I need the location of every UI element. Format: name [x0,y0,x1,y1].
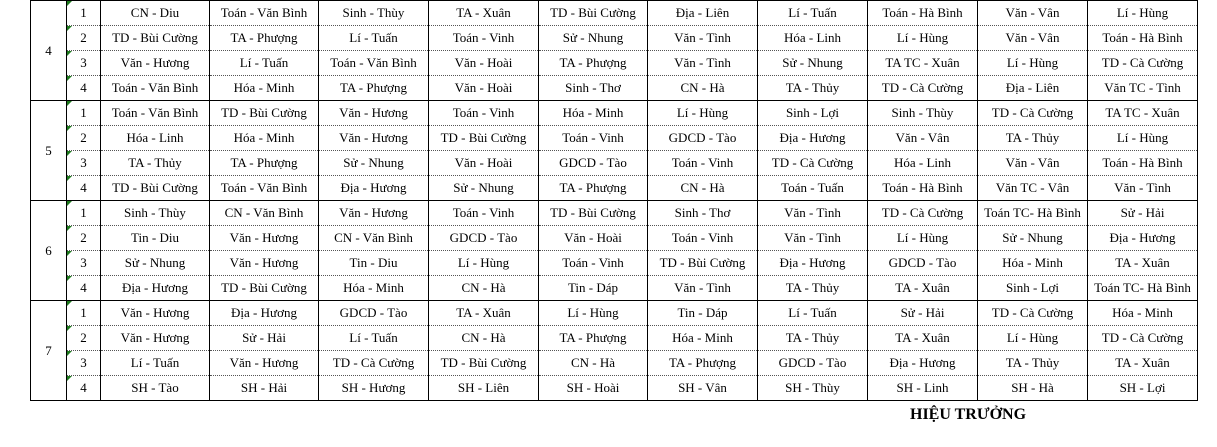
lesson-cell[interactable]: Sinh - Thơ [539,76,648,101]
lesson-cell[interactable]: Toán - Vinh [429,101,539,126]
lesson-cell[interactable]: Toán - Văn Bình [319,51,429,76]
lesson-cell[interactable]: Sử - Nhung [101,251,210,276]
lesson-cell[interactable]: CN - Hà [648,76,758,101]
lesson-cell[interactable]: CN - Diu [101,1,210,26]
lesson-cell[interactable]: TA - Xuân [1088,251,1198,276]
lesson-cell[interactable]: Văn - Vân [978,1,1088,26]
lesson-cell[interactable]: TA - Xuân [1088,351,1198,376]
lesson-cell[interactable]: Lí - Tuấn [758,301,868,326]
lesson-cell[interactable]: Địa - Liên [978,76,1088,101]
lesson-cell[interactable]: Văn - Tình [648,276,758,301]
lesson-cell[interactable]: Hóa - Minh [648,326,758,351]
period-cell[interactable]: 1 [67,301,101,326]
lesson-cell[interactable]: TA - Thủy [978,351,1088,376]
lesson-cell[interactable]: TD - Bùi Cường [539,1,648,26]
lesson-cell[interactable]: SH - Hải [210,376,319,401]
lesson-cell[interactable]: TA - Phượng [648,351,758,376]
lesson-cell[interactable]: Văn - Hương [101,51,210,76]
timetable-row [31,26,1198,51]
lesson-cell[interactable]: CN - Hà [429,276,539,301]
lesson-cell[interactable]: TA - Xuân [429,301,539,326]
lesson-cell[interactable]: Tin - Dáp [539,276,648,301]
timetable-row [31,276,1198,301]
lesson-cell[interactable]: SH - Hoài [539,376,648,401]
timetable-row [31,201,1198,226]
lesson-cell[interactable]: TD - Bùi Cường [429,351,539,376]
lesson-cell[interactable]: TD - Bùi Cường [210,276,319,301]
lesson-cell[interactable]: TA - Phượng [319,76,429,101]
lesson-cell[interactable]: GDCD - Tào [648,126,758,151]
day-cell[interactable]: 6 [31,201,67,301]
period-cell[interactable]: 1 [67,1,101,26]
lesson-cell[interactable]: GDCD - Tào [758,351,868,376]
lesson-cell[interactable]: Toán - Hà Bình [868,1,978,26]
lesson-cell[interactable]: Lí - Tuấn [758,1,868,26]
lesson-cell[interactable]: TD - Cà Cường [978,301,1088,326]
period-cell[interactable]: 3 [67,351,101,376]
lesson-cell[interactable]: Hóa - Minh [210,126,319,151]
lesson-cell[interactable]: Hóa - Minh [1088,301,1198,326]
lesson-cell[interactable]: SH - Liên [429,376,539,401]
lesson-cell[interactable]: Địa - Hương [868,351,978,376]
lesson-cell[interactable]: Toán - Vinh [539,126,648,151]
lesson-cell[interactable]: Lí - Tuấn [101,351,210,376]
lesson-cell[interactable]: Hóa - Minh [539,101,648,126]
timetable-row [31,301,1198,326]
day-cell[interactable]: 7 [31,301,67,401]
lesson-cell[interactable]: Tin - Diu [319,251,429,276]
lesson-cell[interactable]: SH - Thùy [758,376,868,401]
lesson-cell[interactable]: TA - Phượng [539,326,648,351]
lesson-cell[interactable]: Văn - Hương [101,326,210,351]
lesson-cell[interactable]: Sinh - Thùy [868,101,978,126]
lesson-cell[interactable]: CN - Hà [539,351,648,376]
lesson-cell[interactable]: TD - Bùi Cường [101,26,210,51]
day-cell[interactable]: 4 [31,1,67,101]
timetable-row [31,326,1198,351]
lesson-cell[interactable]: Văn - Tình [758,226,868,251]
lesson-cell[interactable]: GDCD - Tào [319,301,429,326]
lesson-cell[interactable]: Lí - Hùng [868,26,978,51]
lesson-cell[interactable]: TD - Bùi Cường [429,126,539,151]
lesson-cell[interactable]: Văn TC - Vân [978,176,1088,201]
lesson-cell[interactable]: TA - Phượng [539,51,648,76]
day-cell[interactable]: 5 [31,101,67,201]
lesson-cell[interactable]: Sinh - Lợi [978,276,1088,301]
lesson-cell[interactable]: Sử - Nhung [758,51,868,76]
period-cell[interactable]: 3 [67,51,101,76]
lesson-cell[interactable]: Toán - Văn Bình [210,176,319,201]
lesson-cell[interactable]: Lí - Tuấn [319,26,429,51]
period-cell[interactable]: 2 [67,126,101,151]
lesson-cell[interactable]: Địa - Hương [210,301,319,326]
lesson-cell[interactable]: Lí - Hùng [1088,1,1198,26]
lesson-cell[interactable]: Sử - Nhung [539,26,648,51]
lesson-cell[interactable]: SH - Lợi [1088,376,1198,401]
lesson-cell[interactable]: Sử - Hải [868,301,978,326]
lesson-cell[interactable]: Hóa - Minh [978,251,1088,276]
lesson-cell[interactable]: Văn - Hương [210,226,319,251]
lesson-cell[interactable]: TA - Xuân [868,326,978,351]
lesson-cell[interactable]: Hóa - Minh [210,76,319,101]
timetable-row [31,226,1198,251]
lesson-cell[interactable]: Toán - Văn Bình [101,76,210,101]
lesson-cell[interactable]: Lí - Hùng [868,226,978,251]
timetable-row [31,176,1198,201]
lesson-cell[interactable]: Toán TC- Hà Bình [978,201,1088,226]
period-cell[interactable]: 2 [67,326,101,351]
lesson-cell[interactable]: Toán - Vinh [648,151,758,176]
lesson-cell[interactable]: Sử - Nhung [429,176,539,201]
lesson-cell[interactable]: Văn - Hương [210,351,319,376]
lesson-cell[interactable]: Sinh - Thùy [319,1,429,26]
lesson-cell[interactable]: Toán - Tuấn [758,176,868,201]
period-cell[interactable]: 2 [67,226,101,251]
lesson-cell[interactable]: Toán - Hà Bình [1088,151,1198,176]
lesson-cell[interactable]: Văn - Tình [758,201,868,226]
lesson-cell[interactable]: GDCD - Tào [868,251,978,276]
lesson-cell[interactable]: Lí - Hùng [429,251,539,276]
lesson-cell[interactable]: TA - Phượng [210,151,319,176]
lesson-cell[interactable]: TA TC - Xuân [1088,101,1198,126]
lesson-cell[interactable]: Văn - Hoài [429,76,539,101]
lesson-cell[interactable]: TA - Phượng [539,176,648,201]
lesson-cell[interactable]: Văn - Vân [868,126,978,151]
lesson-cell[interactable]: CN - Văn Bình [319,226,429,251]
lesson-cell[interactable]: Sinh - Thùy [101,201,210,226]
lesson-cell[interactable]: Văn - Hương [101,301,210,326]
lesson-cell[interactable]: TA - Xuân [429,1,539,26]
lesson-cell[interactable]: TD - Bùi Cường [539,201,648,226]
lesson-cell[interactable]: TD - Cà Cường [1088,51,1198,76]
lesson-cell[interactable]: Tin - Diu [101,226,210,251]
lesson-cell[interactable]: Toán TC- Hà Bình [1088,276,1198,301]
lesson-cell[interactable]: Văn - Tình [648,26,758,51]
lesson-cell[interactable]: TA TC - Xuân [868,51,978,76]
lesson-cell[interactable]: TD - Cà Cường [868,76,978,101]
lesson-cell[interactable]: Văn - Tình [1088,176,1198,201]
lesson-cell[interactable]: Văn - Vân [978,26,1088,51]
lesson-cell[interactable]: Toán - Văn Bình [210,1,319,26]
lesson-cell[interactable]: SH - Hà [978,376,1088,401]
lesson-cell[interactable]: Sử - Hải [210,326,319,351]
lesson-cell[interactable]: SH - Linh [868,376,978,401]
timetable-row [31,101,1198,126]
lesson-cell[interactable]: Sử - Hải [1088,201,1198,226]
lesson-cell[interactable]: Lí - Hùng [1088,126,1198,151]
lesson-cell[interactable]: Toán - Vinh [648,226,758,251]
lesson-cell[interactable]: Văn - Vân [978,151,1088,176]
lesson-cell[interactable]: Toán - Hà Bình [1088,26,1198,51]
lesson-cell[interactable]: Lí - Hùng [978,326,1088,351]
lesson-cell[interactable]: TD - Bùi Cường [210,101,319,126]
signature-title: HIỆU TRƯỞNG [910,406,1027,423]
timetable-row [31,376,1198,401]
period-cell[interactable]: 3 [67,151,101,176]
lesson-cell[interactable]: Địa - Hương [1088,226,1198,251]
lesson-cell[interactable]: Văn - Hương [319,201,429,226]
lesson-cell[interactable]: Hóa - Linh [758,26,868,51]
lesson-cell[interactable]: TD - Cà Cường [758,151,868,176]
lesson-cell[interactable]: Tin - Dáp [648,301,758,326]
timetable-row [31,126,1198,151]
lesson-cell[interactable]: Văn - Hương [210,251,319,276]
lesson-cell[interactable]: Địa - Liên [648,1,758,26]
lesson-cell[interactable]: TD - Cà Cường [978,101,1088,126]
period-cell[interactable]: 1 [67,101,101,126]
lesson-cell[interactable]: GDCD - Tào [539,151,648,176]
lesson-cell[interactable]: Toán - Vinh [429,201,539,226]
lesson-cell[interactable]: TA - Thủy [101,151,210,176]
timetable-row [31,51,1198,76]
lesson-cell[interactable]: TD - Cà Cường [1088,326,1198,351]
period-cell[interactable]: 1 [67,201,101,226]
lesson-cell[interactable]: TD - Cà Cường [319,351,429,376]
lesson-cell[interactable]: Toán - Vinh [429,26,539,51]
lesson-cell[interactable]: GDCD - Tào [429,226,539,251]
timetable-row [31,351,1198,376]
lesson-cell[interactable]: TA - Thủy [758,276,868,301]
lesson-cell[interactable]: TD - Bùi Cường [648,251,758,276]
lesson-cell[interactable]: TA - Thủy [758,326,868,351]
period-cell[interactable]: 4 [67,76,101,101]
lesson-cell[interactable]: Địa - Hương [319,176,429,201]
lesson-cell[interactable]: Toán - Hà Bình [868,176,978,201]
timetable-row [31,151,1198,176]
period-cell[interactable]: 4 [67,176,101,201]
lesson-cell[interactable]: Sinh - Thơ [648,201,758,226]
lesson-cell[interactable]: Văn - Hương [319,126,429,151]
timetable-row [31,1,1198,26]
lesson-cell[interactable]: Văn - Hoài [429,51,539,76]
period-cell[interactable]: 4 [67,376,101,401]
lesson-cell[interactable]: Lí - Hùng [978,51,1088,76]
lesson-cell[interactable]: TA - Thủy [758,76,868,101]
period-cell[interactable]: 2 [67,26,101,51]
lesson-cell[interactable]: Văn TC - Tình [1088,76,1198,101]
lesson-cell[interactable]: Hóa - Linh [101,126,210,151]
lesson-cell[interactable]: Địa - Hương [758,126,868,151]
lesson-cell[interactable]: TA - Phượng [210,26,319,51]
lesson-cell[interactable]: Văn - Hoài [429,151,539,176]
period-cell[interactable]: 4 [67,276,101,301]
lesson-cell[interactable]: Lí - Tuấn [210,51,319,76]
lesson-cell[interactable]: Văn - Hương [319,101,429,126]
lesson-cell[interactable]: Văn - Hoài [539,226,648,251]
lesson-cell[interactable]: SH - Hương [319,376,429,401]
lesson-cell[interactable]: SH - Tào [101,376,210,401]
lesson-cell[interactable]: Văn - Tình [648,51,758,76]
lesson-cell[interactable]: Hóa - Linh [868,151,978,176]
lesson-cell[interactable]: Địa - Hương [101,276,210,301]
lesson-cell[interactable]: CN - Hà [429,326,539,351]
lesson-cell[interactable]: CN - Hà [648,176,758,201]
lesson-cell[interactable]: Toán - Văn Bình [101,101,210,126]
timetable-row [31,76,1198,101]
lesson-cell[interactable]: Sinh - Lợi [758,101,868,126]
lesson-cell[interactable]: Sử - Nhung [978,226,1088,251]
lesson-cell[interactable]: TD - Bùi Cường [101,176,210,201]
timetable [30,0,1198,401]
lesson-cell[interactable]: TA - Thủy [978,126,1088,151]
period-cell[interactable]: 3 [67,251,101,276]
lesson-cell[interactable]: TA - Xuân [868,276,978,301]
lesson-cell[interactable]: Sử - Nhung [319,151,429,176]
lesson-cell[interactable]: Toán - Vinh [539,251,648,276]
timetable-row [31,251,1198,276]
lesson-cell[interactable]: Hóa - Minh [319,276,429,301]
lesson-cell[interactable]: Lí - Tuấn [319,326,429,351]
lesson-cell[interactable]: Lí - Hùng [648,101,758,126]
lesson-cell[interactable]: SH - Vân [648,376,758,401]
lesson-cell[interactable]: CN - Văn Bình [210,201,319,226]
lesson-cell[interactable]: Lí - Hùng [539,301,648,326]
lesson-cell[interactable]: Địa - Hương [758,251,868,276]
lesson-cell[interactable]: TD - Cà Cường [868,201,978,226]
